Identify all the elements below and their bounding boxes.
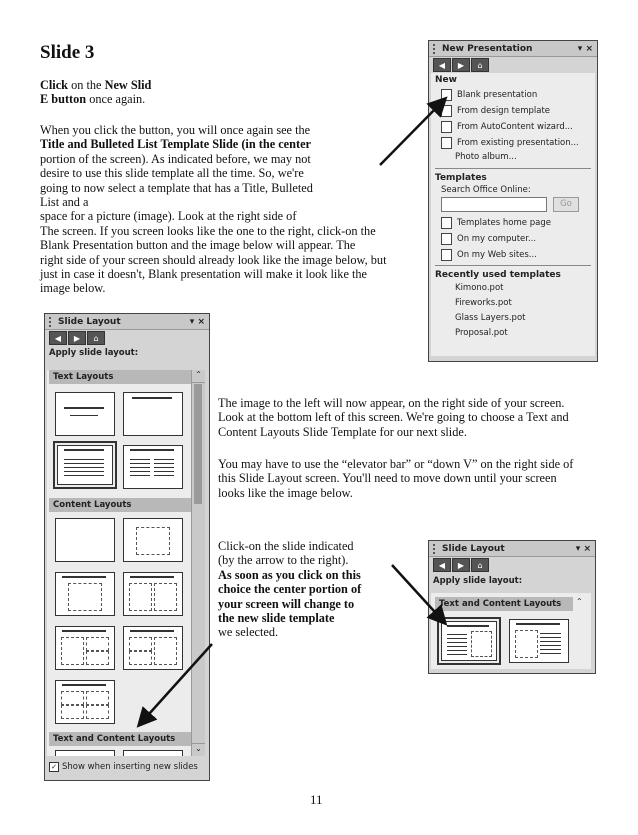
home-icon[interactable]: ⌂ [471, 58, 489, 72]
panel-controls[interactable]: ▾ × [577, 43, 593, 54]
item-label: From AutoContent wizard... [457, 122, 573, 132]
text-line: The screen. If you screen looks like the one to the right, click-on the [40, 223, 376, 238]
text-line: Blank Presentation button and the image below will appear. The [40, 238, 356, 253]
forward-icon[interactable]: ▶ [452, 58, 470, 72]
photo-album-link[interactable]: Photo album... [455, 152, 517, 162]
text-line: Content Layouts Slide Template for our next slide. [218, 424, 467, 439]
intro-once: once again. [86, 92, 146, 107]
text-line: The image to the left will now appear, on the right side of your screen. [218, 396, 565, 410]
scroll-up-icon[interactable]: ⌃ [576, 597, 583, 606]
page-number: 11 [310, 792, 323, 807]
recent-template-link[interactable]: Proposal.pot [455, 328, 508, 338]
text-line: Click-on the slide indicated [218, 539, 354, 553]
intro-ebutton: E button [40, 92, 87, 107]
item-label: Templates home page [457, 218, 551, 228]
apply-layout-label: Apply slide layout: [433, 576, 523, 586]
forward-icon[interactable]: ▶ [452, 558, 470, 572]
text-line: going to now select a template that has a Title, Bulleted [40, 180, 313, 195]
text-layouts-header: Text Layouts [49, 370, 191, 384]
home-icon[interactable]: ⌂ [471, 558, 489, 572]
checkbox-label: Show when inserting new slides [62, 762, 198, 772]
recent-template-link[interactable]: Fireworks.pot [455, 298, 512, 308]
item-label: On my computer... [457, 234, 537, 244]
item-label: Blank presentation [457, 90, 538, 100]
panel-controls[interactable]: ▾ × [575, 543, 591, 554]
arrow-to-layout-section [140, 644, 212, 724]
text-line: Look at the bottom left of this screen. We're going to choose a Text and [218, 410, 569, 425]
recent-section-label: Recently used templates [435, 270, 561, 280]
intro-click: Click [40, 78, 69, 92]
panel-title: Slide Layout [58, 316, 121, 327]
templates-section-label: Templates [435, 173, 487, 183]
text-line: just in case it doesn't, Blank presentation will make it look like the [40, 267, 367, 282]
text-line: As soon as you click on this [218, 567, 361, 582]
search-label: Search Office Online: [441, 185, 531, 195]
arrow-to-blank-presentation [380, 100, 444, 165]
item-label: On my Web sites... [457, 250, 537, 260]
back-icon[interactable]: ◀ [433, 558, 451, 572]
text-line: space for a picture (image). Look at the right side of [40, 209, 297, 224]
intro-newslid: New Slid [104, 78, 152, 92]
home-icon[interactable]: ⌂ [87, 331, 105, 345]
text-line: You may have to use the “elevator bar” or “down V” on the right side of [218, 457, 574, 471]
scroll-down-icon[interactable]: ⌄ [192, 743, 205, 756]
recent-template-link[interactable]: Kimono.pot [455, 283, 504, 293]
panel-controls[interactable]: ▾ × [189, 316, 205, 327]
content-layouts-header: Content Layouts [49, 498, 191, 512]
checkbox-checked-icon[interactable]: ✓ [49, 762, 59, 772]
intro-on: on the [68, 78, 105, 92]
recent-template-link[interactable]: Glass Layers.pot [455, 313, 526, 323]
panel-title: New Presentation [442, 43, 533, 54]
text-line: looks like the image below. [218, 485, 353, 500]
item-label: From existing presentation... [457, 138, 579, 148]
text-line: image below. [40, 281, 106, 296]
text-line: Title and Bulleted List Template Slide (in the center [40, 137, 311, 152]
forward-icon[interactable]: ▶ [68, 331, 86, 345]
text-line: List and a [40, 195, 89, 210]
text-line: right side of your screen should already look like the image below, but [40, 252, 387, 267]
apply-layout-label: Apply slide layout: [49, 348, 139, 358]
go-button[interactable]: Go [553, 197, 579, 212]
text-line: When you click the button, you will once again see the [40, 123, 311, 137]
text-line: (by the arrow to the right). [218, 553, 349, 568]
back-icon[interactable]: ◀ [433, 58, 451, 72]
text-line: portion of the screen). As indicated before, we may not [40, 151, 311, 166]
text-line: we selected. [218, 625, 279, 640]
item-label: From design template [457, 106, 551, 116]
text-line: the new slide template [218, 611, 335, 626]
panel-title: Slide Layout [442, 543, 505, 554]
text-line: this Slide Layout screen. You'll need to move down until your screen [218, 471, 557, 486]
text-line: your screen will change to [218, 596, 355, 611]
text-line: desire to use this slide template all the time. So, we're [40, 166, 304, 181]
text-content-layouts-header: Text and Content Layouts [435, 597, 573, 611]
arrow-to-selected-layout [392, 565, 444, 622]
text-line: choice the center portion of [218, 582, 362, 597]
back-icon[interactable]: ◀ [49, 331, 67, 345]
scroll-up-icon[interactable]: ⌃ [192, 370, 205, 383]
text-content-layouts-header: Text and Content Layouts [49, 732, 191, 746]
new-section-label: New [435, 75, 457, 85]
page-title: Slide 3 [40, 42, 95, 63]
